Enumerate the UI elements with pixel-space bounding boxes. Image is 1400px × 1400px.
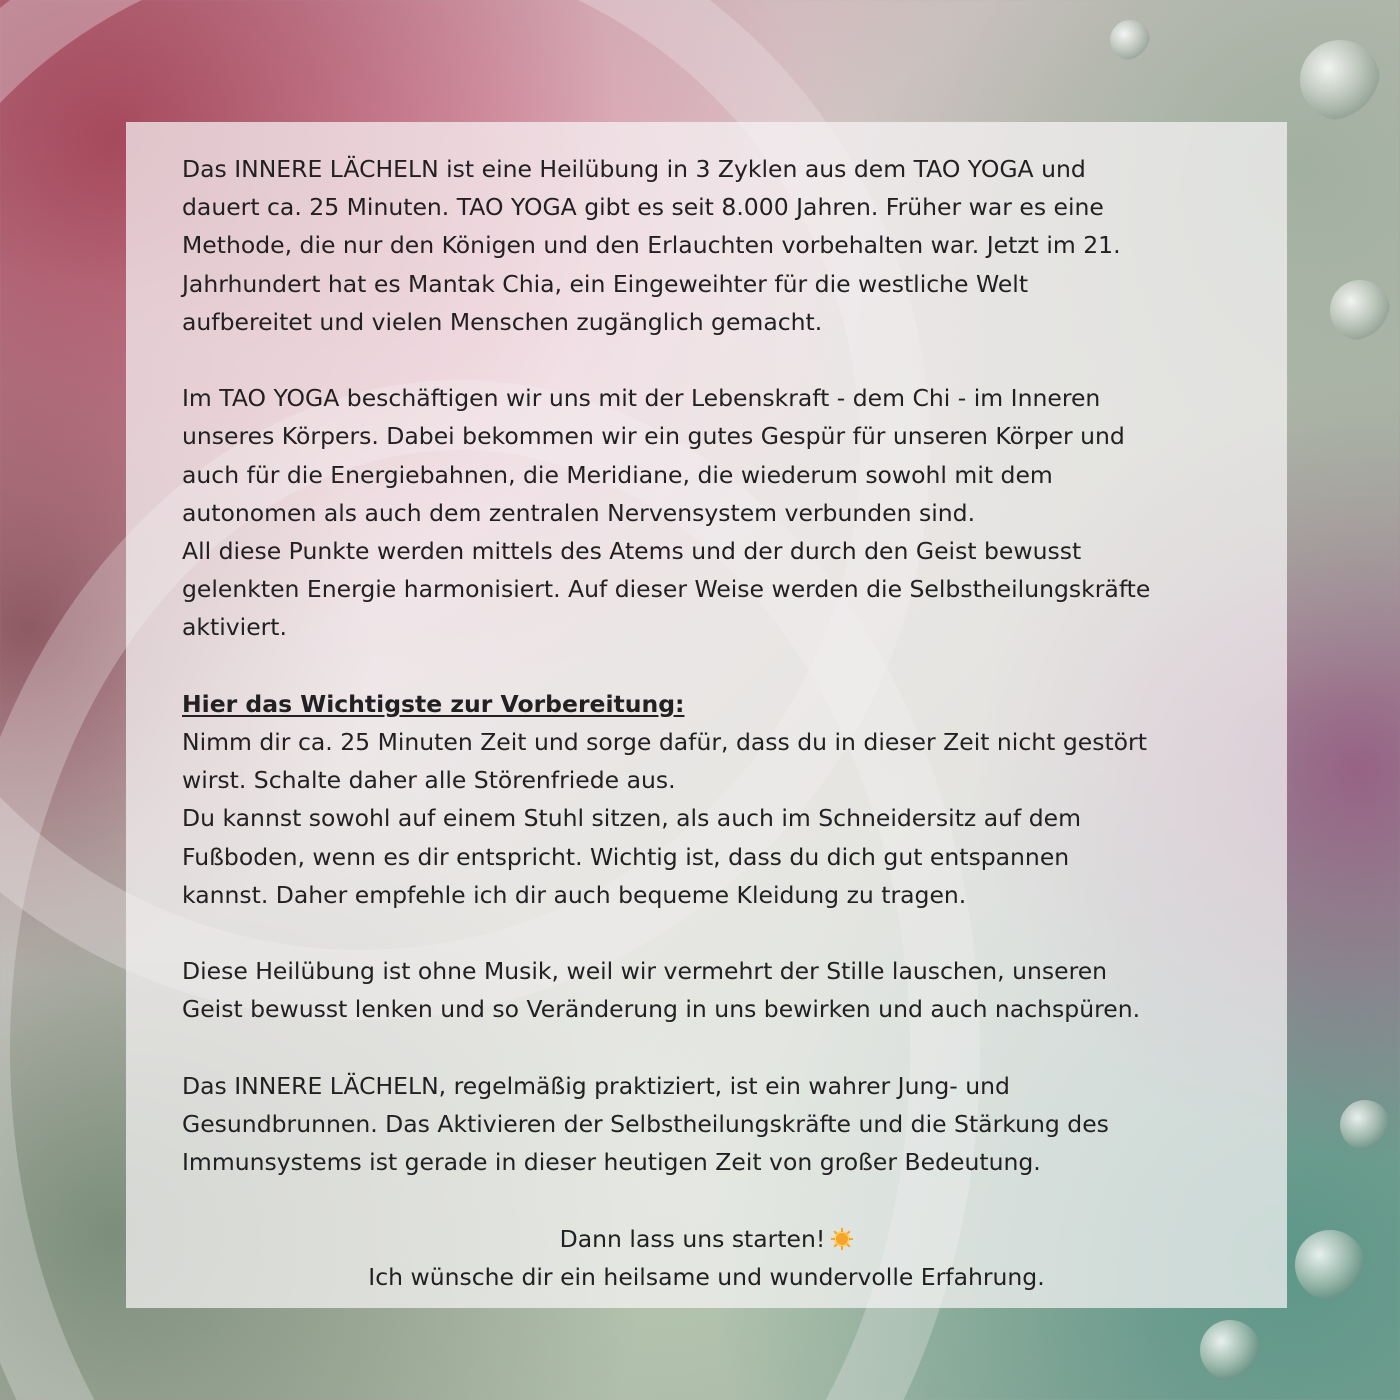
intro-line: Methode, die nur den Königen und den Erlauchten vorbehalten war. Jetzt im 21. [182,231,1121,260]
sun-icon [831,1228,853,1250]
benefits-line: Gesundbrunnen. Das Aktivieren der Selbstheilungskräfte und die Stärkung des [182,1110,1109,1139]
benefits-paragraph [182,1067,1231,1182]
music-line: Diese Heilübung ist ohne Musik, weil wir vermehrt der Stille lauschen, unseren [182,957,1108,986]
music-line: Geist bewusst lenken und so Veränderung in uns bewirken und auch nachspüren. [182,995,1141,1024]
intro-line: aufbereitet und vielen Menschen zugänglich gemacht. [182,307,823,336]
benefits-line: Das INNERE LÄCHELN, regelmäßig praktiziert, ist ein wahrer Jung- und [182,1071,1010,1100]
background-bubble [1300,40,1380,120]
preparation-heading: Hier das Wichtigste zur Vorbereitung: [182,689,685,718]
text-panel [126,122,1287,1308]
closing-line-wish: Ich wünsche dir ein heilsame und wundervolle Erfahrung. [368,1262,1045,1291]
background-bubble [1110,20,1150,60]
tao-yoga-paragraph [182,379,1231,646]
intro-line: Jahrhundert hat es Mantak Chia, ein Eingeweihter für die westliche Welt [182,269,1029,298]
closing-section [182,1220,1231,1296]
preparation-line: wirst. Schalte daher alle Störenfriede aus. [182,766,676,795]
preparation-line: Fußboden, wenn es dir entspricht. Wichtig ist, dass du dich gut entspannen [182,842,1070,871]
intro-line: dauert ca. 25 Minuten. TAO YOGA gibt es seit 8.000 Jahren. Früher war es eine [182,193,1104,222]
background-bubble [1340,1100,1390,1150]
preparation-line: kannst. Daher empfehle ich dir auch bequeme Kleidung zu tragen. [182,880,967,909]
music-paragraph [182,952,1231,1028]
tao-yoga-line: auch für die Energiebahnen, die Meridiane, die wiederum sowohl mit dem [182,460,1053,489]
background-bubble [1295,1230,1365,1300]
preparation-section [182,685,1231,914]
preparation-line: Du kannst sowohl auf einem Stuhl sitzen, als auch im Schneidersitz auf dem [182,804,1082,833]
tao-yoga-line: unseres Körpers. Dabei bekommen wir ein gutes Gespür für unseren Körper und [182,422,1125,451]
tao-yoga-line: Im TAO YOGA beschäftigen wir uns mit der Lebenskraft - dem Chi - im Inneren [182,384,1101,413]
intro-line: Das INNERE LÄCHELN ist eine Heilübung in 3 Zyklen aus dem TAO YOGA und [182,155,1086,183]
text-body [182,150,1231,1296]
tao-yoga-line: autonomen als auch dem zentralen Nervensystem verbunden sind. [182,498,976,527]
preparation-line: Nimm dir ca. 25 Minuten Zeit und sorge dafür, dass du in dieser Zeit nicht gestört [182,728,1147,757]
background-bubble [1200,1320,1260,1380]
closing-line-start: Dann lass uns starten! [559,1224,826,1253]
background-bubble [1330,280,1390,340]
tao-yoga-line: All diese Punkte werden mittels des Atems und der durch den Geist bewusst [182,537,1082,566]
intro-paragraph [182,150,1231,341]
tao-yoga-line: gelenkten Energie harmonisiert. Auf dieser Weise werden die Selbstheilungskräfte [182,575,1151,604]
benefits-line: Immunsystems ist gerade in dieser heutigen Zeit von großer Bedeutung. [182,1148,1041,1177]
tao-yoga-line: aktiviert. [182,613,287,642]
